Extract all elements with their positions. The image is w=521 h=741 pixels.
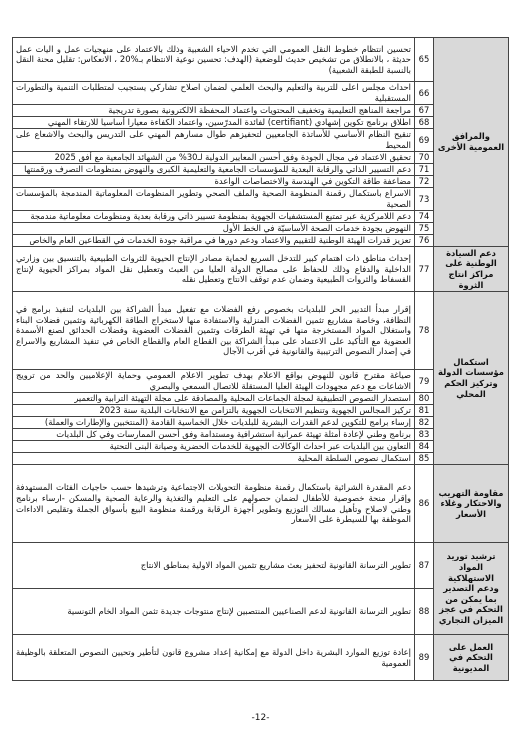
item-text: مضاعفة طاقة التكوين في الهندسة والاختصاصات الواعدة	[13, 176, 415, 188]
item-number: 83	[415, 429, 434, 441]
item-text: الاسراع باستكمال رقمنة المنظومة الصحية والملف الصحي وتطوير المنظومات المعلوماتية المندمجة بالمؤسسات الصحية	[13, 188, 415, 211]
item-number: 69	[415, 129, 434, 152]
section-title: مقاومة التهريب والاحتكار وغلاء الأسعار	[434, 465, 509, 543]
section-title: استكمال مؤسسات الدولة وتركيز الحكم المحلي	[434, 292, 509, 465]
measures-table	[12, 37, 509, 681]
measures-table-body	[13, 38, 509, 681]
item-text: تنقيح النظام الأساسي للأساتذة الجامعيين لتحفيزهم طوال مسارهم المهني على التدريس والبحث والاشعاع على المحيط	[13, 129, 415, 152]
section-title: والمرافق العمومية الأخرى	[434, 38, 509, 247]
item-text: دعم التسيير الذاتي والرقابة البعدية للمؤسسات الجامعية والتعليمية الكبرى والنهوض بمنظومات التصرف ورقمنتها	[13, 164, 415, 176]
item-text: إقرار مبدأ التدبير الحر للبلديات بخصوص رفع الفضلات مع تفعيل مبدأ الشراكة بين البلديات لتنفيذ برامج في النظافة، وخاصة مشاريع تثمين الفضلات المنزلية والاستفادة منها لاستخراج الطاقة الكهربائية وتثمين فضلات البناء واستغلال المواد المستخرجة منها في تهيئة الطرقات وتثمين الفضلات العضوية وفضلات الحدائق لصنع الأسمدة العضوية مع التأكيد على الاعتماد على مبدأ الشراكة بين القطاع العام والقطاع الخاص في تنفيذ المشاريع والاسراع في إصدار النصوص الترتيبية والقانونية في أقرب الآجال	[13, 292, 415, 370]
item-text: تحقيق الاعتماد في مجال الجودة وفق أحسن المعايير الدولية لـ30% من الشهائد الجامعية مع أفق 2025	[13, 152, 415, 164]
item-number: 81	[415, 405, 434, 417]
item-number: 89	[415, 635, 434, 681]
section-title: العمل على التحكم في المديونية	[434, 635, 509, 681]
item-text: التعاون بين البلديات عبر احداث الوكالات الجهوية للخدمات الحضرية وصيانة البنى التحتية	[13, 441, 415, 453]
page-number: -12-	[251, 713, 270, 723]
item-text: دعم المقدرة الشرائية باستكمال رقمنة منظومة التحويلات الاجتماعية وترشيدها حسب حاجيات الفئات المستهدفة وإقرار منحة خصوصية للأطفال لضمان حصولهم على التعليم والتغذية والرعاية الصحية والمسكن -ارساء برنامج وطني لاصلاح وتأهيل مسالك التوزيع وتطوير أجهزة الرقابة ورقمنة منظومة البيع بأسواق الجملة وتقليص الاداءات الموظفة بها للسيطرة على الأسعار	[13, 465, 415, 543]
item-number: 73	[415, 188, 434, 211]
item-number: 68	[415, 117, 434, 129]
table-row	[13, 543, 509, 589]
item-number: 70	[415, 152, 434, 164]
section-title: دعم السيادة الوطنية على مراكز انتاج الثروة	[434, 247, 509, 292]
item-number: 77	[415, 247, 434, 292]
item-text: مراجعة المناهج التعليمية وتخفيف المحتويات واعتماد المحفظة الالكترونية بصورة تدريجية	[13, 105, 415, 117]
table-row	[13, 247, 509, 292]
item-text: تطوير الترسانة القانونية لدعم الصناعيين المنتصبين لإنتاج منتوجات جديدة تثمن المواد الخام التونسية	[13, 589, 415, 635]
item-number: 74	[415, 211, 434, 223]
item-number: 86	[415, 465, 434, 543]
item-text: النهوض بجودة خدمات الصحة الأساسيّة في الخط الأول	[13, 223, 415, 235]
item-number: 88	[415, 589, 434, 635]
item-number: 84	[415, 441, 434, 453]
item-text: تطوير الترسانة القانونية لتحفيز بعث مشاريع تثمين المواد الاولية بمناطق الانتاج	[13, 543, 415, 589]
item-number: 82	[415, 417, 434, 429]
item-number: 79	[415, 370, 434, 393]
table-row	[13, 635, 509, 681]
table-row	[13, 465, 509, 543]
item-text: احداث مجلس اعلى للتربية والتعليم والبحث العلمي لضمان اصلاح تشاركي يستجيب لمتطلبات التنمية والتطورات المستقبلية	[13, 82, 415, 105]
item-text: استصدار النصوص التطبيقية لمجلة الجماعات المحلية والمصادقة على مجلة التهيئة الترابية والتعمير	[13, 393, 415, 405]
item-text: إعادة توزيع الموارد البشرية داخل الدولة مع إمكانية إعداد مشروع قانون لتأطير وتحيين النصوص المتعلقة بالوظيفة العمومية	[13, 635, 415, 681]
item-text: تعزيز قدرات الهيئة الوطنية للتقييم والاعتماد ودعم دورها في مراقبة جودة الخدمات في القطاعين العام والخاص	[13, 235, 415, 247]
item-number: 80	[415, 393, 434, 405]
table-row	[13, 38, 509, 82]
item-text: إحداث مناطق ذات اهتمام كبير للتدخل السريع لحماية مصادر الإنتاج الحيوية للثروات الطبيعية بالتنسيق بين وزارتي الداخلية والدفاع وذلك للحفاظ على مصالح الدولة العليا من العبث وتعطيل نقل المواد بمراكز الحيوية لإنتاج الفسفاط والثروات الطبيعية وضمان عدم توقف الانتاج وتعطيل نقله	[13, 247, 415, 292]
item-text: تحسين انتظام خطوط النقل العمومي التي تخدم الاحياء الشعبية وذلك بالاعتماد على منهجيات عمل و اليات عمل حديثة ، بالانطلاق من تشخيص حديث للوضعية (الهدف: تحسين نوعية الانتظام بـ%20 ، الانعكاس: تقليل محنة النقل بالنسبة للطبقة الشعبية)	[13, 38, 415, 82]
item-text: برنامج وطني لإعادة أمثلة تهيئة عمرانية استشرافية ومستدامة وفق أحسن الممارسات وفي كل البلديات	[13, 429, 415, 441]
item-number: 78	[415, 292, 434, 370]
item-text: إرساء برامج للتكوين لدعم القدرات البشرية للبلديات خلال الخماسية القادمة (المنتخبين والإطارات والعملة)	[13, 417, 415, 429]
item-text: دعم اللامركزية عبر تمتيع المستشفيات الجهوية بمنظومة تسيير ذاتي ورقابة بعدية ومنظومات معلوماتية مندمجة	[13, 211, 415, 223]
item-number: 66	[415, 82, 434, 105]
item-text: استكمال نصوص السلطة المحلية	[13, 453, 415, 465]
item-text: تركيز المجالس الجهوية وتنظيم الانتخابات الجهوية بالتزامن مع الانتخابات البلدية سنة 2023	[13, 405, 415, 417]
section-title: ترشيد توريد المواد الاستهلاكية ودعم التصدير بما يمكن من التحكم في عجز الميزان التجاري	[434, 543, 509, 635]
item-text: اطلاق برنامج تكوين إشهادي (certifiant) لفائدة المدرّسين، واعتماد الكفاءة معيارا أساسيا للارتقاء المهني	[13, 117, 415, 129]
item-number: 76	[415, 235, 434, 247]
item-number: 87	[415, 543, 434, 589]
item-number: 71	[415, 164, 434, 176]
item-number: 72	[415, 176, 434, 188]
item-text: صياغة مقترح قانون للنهوض بواقع الاعلام بهدف تطوير الاعلام العمومي وحماية الإعلاميين والحد من ترويج الاشاعات مع دعم مجهودات الهيئة العليا المستقلة للاتصال السمعي والبصري	[13, 370, 415, 393]
item-number: 65	[415, 38, 434, 82]
item-number: 75	[415, 223, 434, 235]
table-row	[13, 292, 509, 370]
item-number: 85	[415, 453, 434, 465]
item-number: 67	[415, 105, 434, 117]
